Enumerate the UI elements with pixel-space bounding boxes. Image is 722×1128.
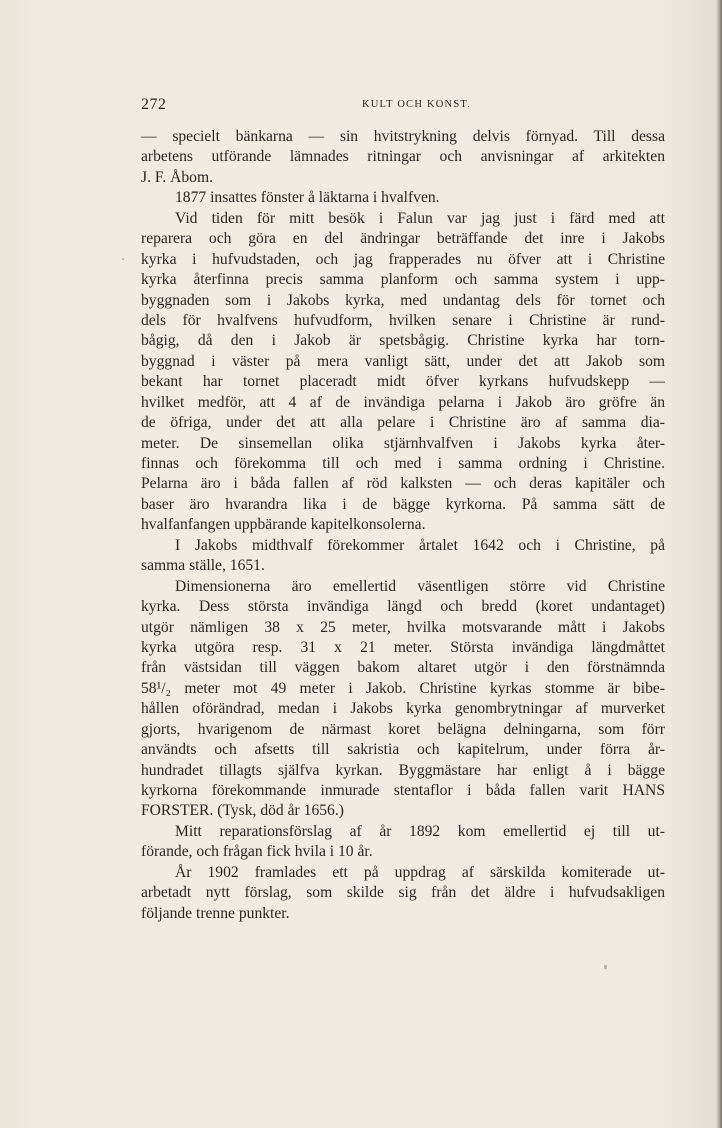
text-line: gjorts, hvarigenom de närmast koret belägna delningarna, som förr bbox=[141, 720, 665, 738]
text-line: utgör nämligen 38 x 25 meter, hvilka motsvarande mått i Jakobs bbox=[141, 618, 665, 636]
text-line: J. F. Åbom. bbox=[141, 168, 213, 186]
text-line: byggnaden som i Jakobs kyrka, med undantag dels för tornet och bbox=[141, 291, 665, 309]
text-line: Pelarna äro i båda fallen af röd kalksten — och deras kapitäler och bbox=[141, 475, 665, 493]
body-text bbox=[141, 127, 665, 924]
text-line: kyrka i hufvudstaden, och jag frapperades nu öfver att i Christine bbox=[141, 250, 665, 268]
text-line: förande, och frågan fick hvila i 10 år. bbox=[141, 843, 373, 861]
text-line: bågig, då den i Jakob är spetsbågig. Christine kyrka har torn- bbox=[141, 332, 665, 350]
text-line: hvilket medför, att 4 af de invändiga pelarna i Jakob äro gröfre än bbox=[141, 393, 665, 411]
text-line: finnas och förekomma till och med i samma ordning i Christine. bbox=[141, 455, 665, 472]
text-line: följande trenne punkter. bbox=[141, 904, 290, 922]
text-line: Dimensionerna äro emellertid väsentligen större vid Christine bbox=[175, 577, 665, 595]
text-line: hundradet tillagts själfva kyrkan. Byggmästare har enligt å i bägge bbox=[141, 761, 665, 779]
text-line: baser äro hvarandra lika i de bägge kyrkorna. På samma sätt de bbox=[141, 495, 665, 513]
text-line: I Jakobs midthvalf förekommer årtalet 1642 och i Christine, på bbox=[175, 536, 665, 554]
text-line: Mitt reparationsförslag af år 1892 kom emellertid ej till ut- bbox=[175, 822, 665, 840]
paper-speck bbox=[604, 965, 607, 969]
text-line: de öfriga, under det att alla pelare i Christine äro af samma dia- bbox=[141, 414, 665, 432]
text-line: 1877 insattes fönster å läktarna i hvalfven. bbox=[175, 189, 440, 207]
text-line: — specielt bänkarna — sin hvitstrykning delvis förnyad. Till dessa bbox=[141, 128, 665, 145]
page-number: 272 bbox=[141, 96, 167, 113]
text-line: meter. De sinsemellan olika stjärnhvalfven i Jakobs kyrka åter- bbox=[141, 434, 665, 452]
paper-speck bbox=[122, 258, 124, 260]
text-line: byggnad i väster på mera vanligt sätt, under det att Jakob som bbox=[141, 352, 665, 370]
page-header bbox=[141, 96, 662, 116]
text-line: hvalfanfangen uppbärande kapitelkonsolerna. bbox=[141, 516, 426, 534]
text-line: kyrka utgöra resp. 31 x 21 meter. Största invändiga längdmåttet bbox=[141, 638, 665, 656]
text-line: År 1902 framlades ett på uppdrag af särskilda komiterade ut- bbox=[175, 863, 665, 881]
text-line: 58¹/₂ meter mot 49 meter i Jakob. Christine kyrkas stomme är bibe- bbox=[141, 679, 665, 697]
text-line: FORSTER. (Tysk, död år 1656.) bbox=[141, 802, 344, 820]
text-line: Vid tiden för mitt besök i Falun var jag just i färd med att bbox=[175, 209, 665, 227]
text-line: dels för hvalfvens hufvudform, hvilken senare i Christine är rund- bbox=[141, 311, 665, 329]
text-line: hållen oförändrad, medan i Jakobs kyrka genombrytningar af murverket bbox=[141, 700, 665, 718]
running-head: KULT OCH KONST. bbox=[361, 99, 472, 110]
text-line: samma ställe, 1651. bbox=[141, 557, 265, 575]
text-line: användts och afsetts till sakristia och kapitelrum, under förra år- bbox=[141, 741, 665, 759]
page-edge-shadow bbox=[716, 0, 722, 1128]
text-line: arbetadt nytt förslag, som skilde sig från det äldre i hufvudsakligen bbox=[141, 884, 665, 902]
text-line: bekant har tornet placeradt midt öfver kyrkans hufvudskepp — bbox=[141, 373, 665, 391]
text-line: kyrka återfinna precis samma planform och samma system i upp- bbox=[141, 271, 665, 289]
text-line: kyrka. Dess största invändiga längd och bredd (koret undantaget) bbox=[141, 598, 665, 616]
text-line: arbetens utförande lämnades ritningar och anvisningar af arkitekten bbox=[141, 148, 665, 166]
text-line: kyrkorna förekommande inmurade stentaflor i båda fallen varit HANS bbox=[141, 782, 665, 799]
text-line: från västsidan till väggen bakom altaret utgör i den förstnämnda bbox=[141, 659, 665, 677]
text-line: reparera och göra en del ändringar beträffande det inre i Jakobs bbox=[141, 230, 665, 248]
